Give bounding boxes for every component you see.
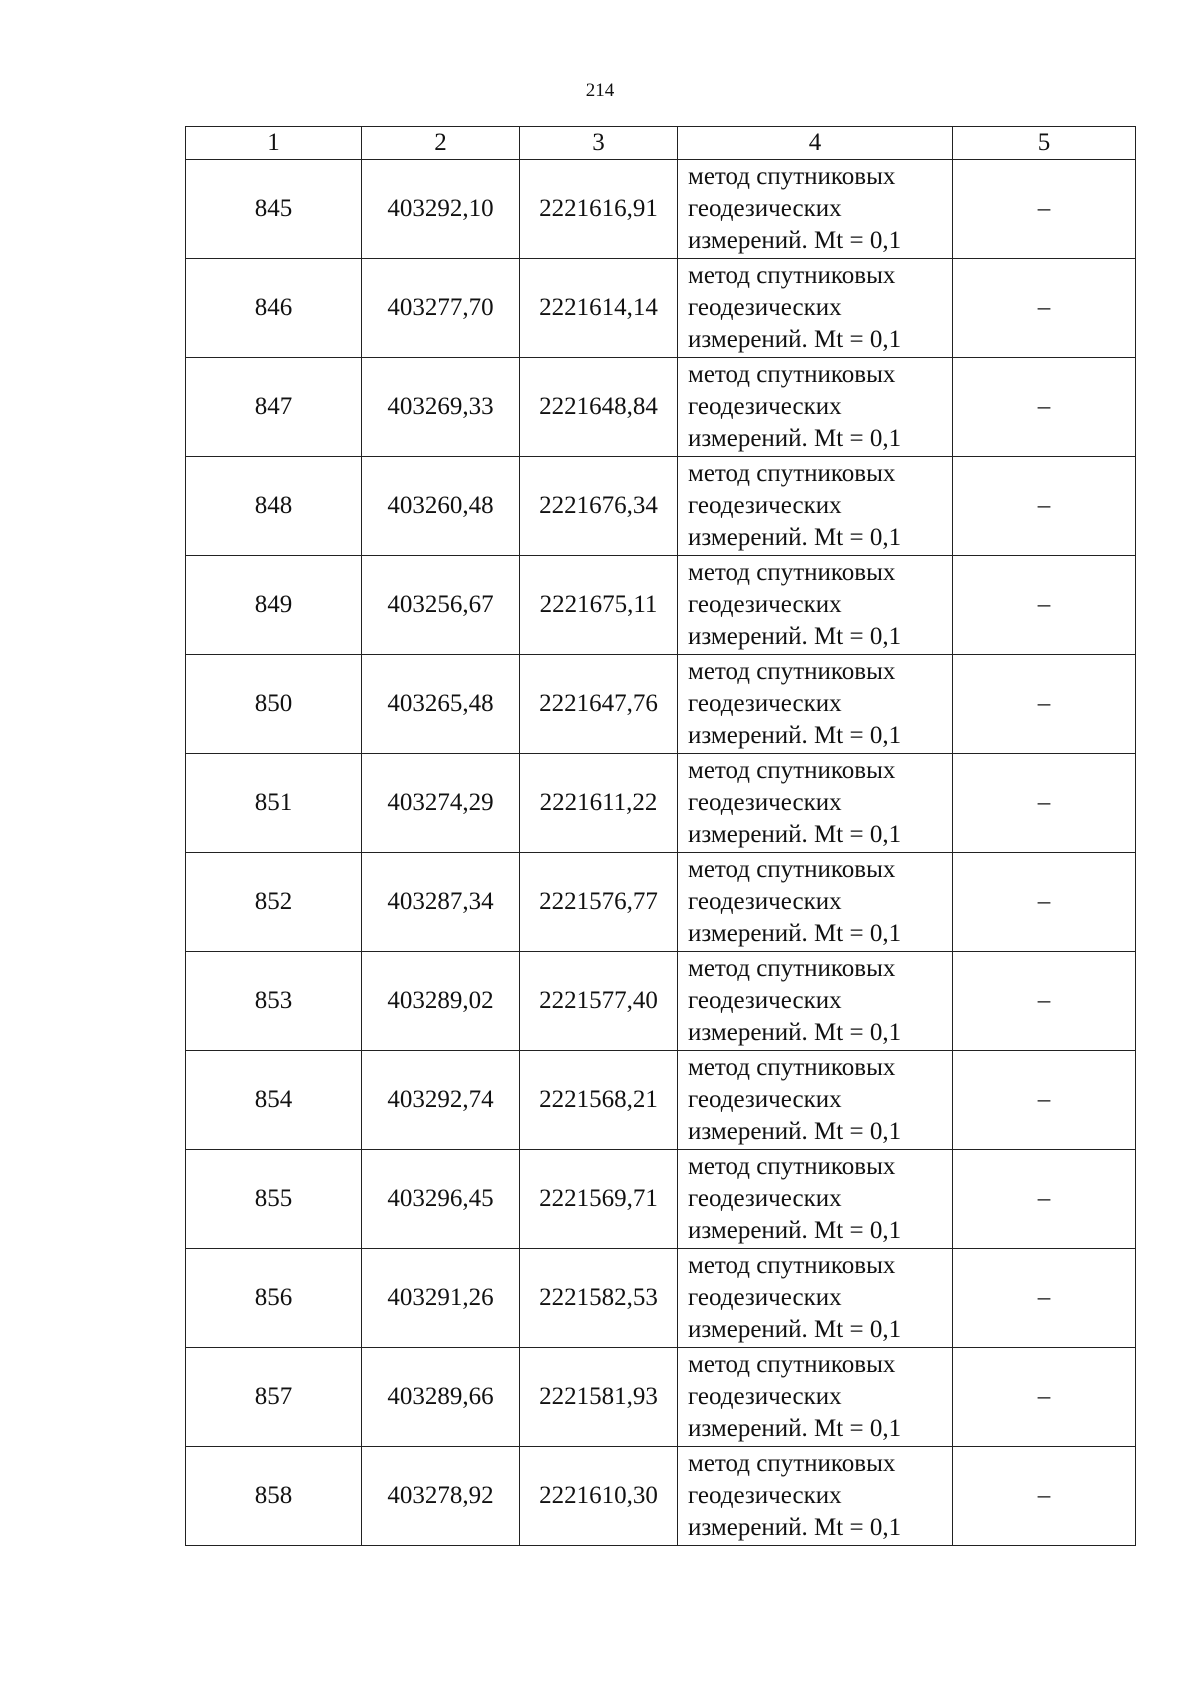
note-cell: – — [953, 655, 1136, 754]
note-cell: – — [953, 556, 1136, 655]
method-text-line: метод спутниковых — [688, 1450, 896, 1477]
point-number-cell: 849 — [186, 556, 362, 655]
column-header: 3 — [520, 127, 678, 160]
x-coordinate-cell: 403278,92 — [362, 1447, 520, 1546]
table-row — [186, 160, 1136, 259]
point-number-cell: 846 — [186, 259, 362, 358]
method-text-line: измерений. Mt = 0,1 — [688, 425, 902, 452]
table-row — [186, 1447, 1136, 1546]
point-number-cell: 852 — [186, 853, 362, 952]
x-coordinate-cell: 403265,48 — [362, 655, 520, 754]
method-cell — [678, 1051, 953, 1150]
method-text-line: геодезических — [688, 1284, 842, 1311]
method-text-line: метод спутниковых — [688, 1054, 896, 1081]
x-coordinate-cell: 403292,74 — [362, 1051, 520, 1150]
method-text-line: геодезических — [688, 294, 842, 321]
point-number-cell: 848 — [186, 457, 362, 556]
x-coordinate-cell: 403289,02 — [362, 952, 520, 1051]
method-text-line: измерений. Mt = 0,1 — [688, 1316, 902, 1343]
y-coordinate-cell: 2221611,22 — [520, 754, 678, 853]
method-cell — [678, 1249, 953, 1348]
method-text-line: измерений. Mt = 0,1 — [688, 722, 902, 749]
table-row — [186, 853, 1136, 952]
method-cell — [678, 952, 953, 1051]
note-cell: – — [953, 457, 1136, 556]
point-number-cell: 858 — [186, 1447, 362, 1546]
method-text-line: измерений. Mt = 0,1 — [688, 326, 902, 353]
method-text-line: измерений. Mt = 0,1 — [688, 1118, 902, 1145]
note-cell: – — [953, 853, 1136, 952]
method-cell — [678, 160, 953, 259]
note-cell: – — [953, 754, 1136, 853]
x-coordinate-cell: 403260,48 — [362, 457, 520, 556]
column-header: 2 — [362, 127, 520, 160]
point-number-cell: 857 — [186, 1348, 362, 1447]
note-cell: – — [953, 1447, 1136, 1546]
y-coordinate-cell: 2221610,30 — [520, 1447, 678, 1546]
method-cell — [678, 1447, 953, 1546]
table-body — [186, 160, 1136, 1546]
method-cell — [678, 358, 953, 457]
point-number-cell: 851 — [186, 754, 362, 853]
y-coordinate-cell: 2221576,77 — [520, 853, 678, 952]
point-number-cell: 847 — [186, 358, 362, 457]
point-number-cell: 855 — [186, 1150, 362, 1249]
y-coordinate-cell: 2221568,21 — [520, 1051, 678, 1150]
method-text-line: геодезических — [688, 1185, 842, 1212]
x-coordinate-cell: 403292,10 — [362, 160, 520, 259]
note-cell: – — [953, 1150, 1136, 1249]
table-row — [186, 754, 1136, 853]
method-cell — [678, 1150, 953, 1249]
y-coordinate-cell: 2221614,14 — [520, 259, 678, 358]
page-number: 214 — [585, 80, 615, 101]
method-text-line: метод спутниковых — [688, 955, 896, 982]
x-coordinate-cell: 403287,34 — [362, 853, 520, 952]
y-coordinate-cell: 2221581,93 — [520, 1348, 678, 1447]
method-text-line: измерений. Mt = 0,1 — [688, 1415, 902, 1442]
note-cell: – — [953, 1051, 1136, 1150]
table-header-row — [186, 127, 1136, 160]
method-text-line: геодезических — [688, 987, 842, 1014]
method-text-line: измерений. Mt = 0,1 — [688, 1217, 902, 1244]
method-text-line: метод спутниковых — [688, 658, 896, 685]
column-header: 1 — [186, 127, 362, 160]
method-text-line: геодезических — [688, 1383, 842, 1410]
method-text-line: метод спутниковых — [688, 856, 896, 883]
point-number-cell: 854 — [186, 1051, 362, 1150]
method-text-line: метод спутниковых — [688, 460, 896, 487]
method-text-line: геодезических — [688, 1482, 842, 1509]
y-coordinate-cell: 2221675,11 — [520, 556, 678, 655]
method-text-line: геодезических — [688, 195, 842, 222]
method-text-line: метод спутниковых — [688, 1153, 896, 1180]
y-coordinate-cell: 2221569,71 — [520, 1150, 678, 1249]
method-text-line: измерений. Mt = 0,1 — [688, 623, 902, 650]
y-coordinate-cell: 2221577,40 — [520, 952, 678, 1051]
x-coordinate-cell: 403277,70 — [362, 259, 520, 358]
method-cell — [678, 655, 953, 754]
method-text-line: метод спутниковых — [688, 1351, 896, 1378]
column-header: 5 — [953, 127, 1136, 160]
x-coordinate-cell: 403274,29 — [362, 754, 520, 853]
table-row — [186, 952, 1136, 1051]
x-coordinate-cell: 403296,45 — [362, 1150, 520, 1249]
table-row — [186, 457, 1136, 556]
method-text-line: метод спутниковых — [688, 262, 896, 289]
method-text-line: измерений. Mt = 0,1 — [688, 821, 902, 848]
table-row — [186, 1348, 1136, 1447]
method-cell — [678, 457, 953, 556]
note-cell: – — [953, 259, 1136, 358]
method-cell — [678, 259, 953, 358]
point-number-cell: 853 — [186, 952, 362, 1051]
method-text-line: геодезических — [688, 591, 842, 618]
method-text-line: метод спутниковых — [688, 559, 896, 586]
note-cell: – — [953, 1249, 1136, 1348]
y-coordinate-cell: 2221616,91 — [520, 160, 678, 259]
y-coordinate-cell: 2221676,34 — [520, 457, 678, 556]
method-text-line: измерений. Mt = 0,1 — [688, 1514, 902, 1541]
method-text-line: геодезических — [688, 492, 842, 519]
method-text-line: измерений. Mt = 0,1 — [688, 920, 902, 947]
method-cell — [678, 1348, 953, 1447]
y-coordinate-cell: 2221582,53 — [520, 1249, 678, 1348]
method-text-line: метод спутниковых — [688, 361, 896, 388]
note-cell: – — [953, 160, 1136, 259]
method-text-line: геодезических — [688, 789, 842, 816]
method-text-line: геодезических — [688, 888, 842, 915]
method-cell — [678, 754, 953, 853]
table-row — [186, 556, 1136, 655]
point-number-cell: 856 — [186, 1249, 362, 1348]
table-row — [186, 655, 1136, 754]
table-row — [186, 358, 1136, 457]
table-row — [186, 1150, 1136, 1249]
method-text-line: геодезических — [688, 690, 842, 717]
y-coordinate-cell: 2221648,84 — [520, 358, 678, 457]
note-cell: – — [953, 1348, 1136, 1447]
table-row — [186, 1051, 1136, 1150]
column-header: 4 — [678, 127, 953, 160]
note-cell: – — [953, 952, 1136, 1051]
method-text-line: геодезических — [688, 1086, 842, 1113]
x-coordinate-cell: 403269,33 — [362, 358, 520, 457]
method-text-line: измерений. Mt = 0,1 — [688, 1019, 902, 1046]
x-coordinate-cell: 403289,66 — [362, 1348, 520, 1447]
method-text-line: измерений. Mt = 0,1 — [688, 524, 902, 551]
method-text-line: метод спутниковых — [688, 163, 896, 190]
method-cell — [678, 853, 953, 952]
coordinates-table — [185, 126, 1136, 1546]
point-number-cell: 845 — [186, 160, 362, 259]
method-text-line: метод спутниковых — [688, 1252, 896, 1279]
method-text-line: измерений. Mt = 0,1 — [688, 227, 902, 254]
method-text-line: метод спутниковых — [688, 757, 896, 784]
table-row — [186, 259, 1136, 358]
y-coordinate-cell: 2221647,76 — [520, 655, 678, 754]
method-cell — [678, 556, 953, 655]
point-number-cell: 850 — [186, 655, 362, 754]
table-row — [186, 1249, 1136, 1348]
x-coordinate-cell: 403256,67 — [362, 556, 520, 655]
x-coordinate-cell: 403291,26 — [362, 1249, 520, 1348]
note-cell: – — [953, 358, 1136, 457]
method-text-line: геодезических — [688, 393, 842, 420]
